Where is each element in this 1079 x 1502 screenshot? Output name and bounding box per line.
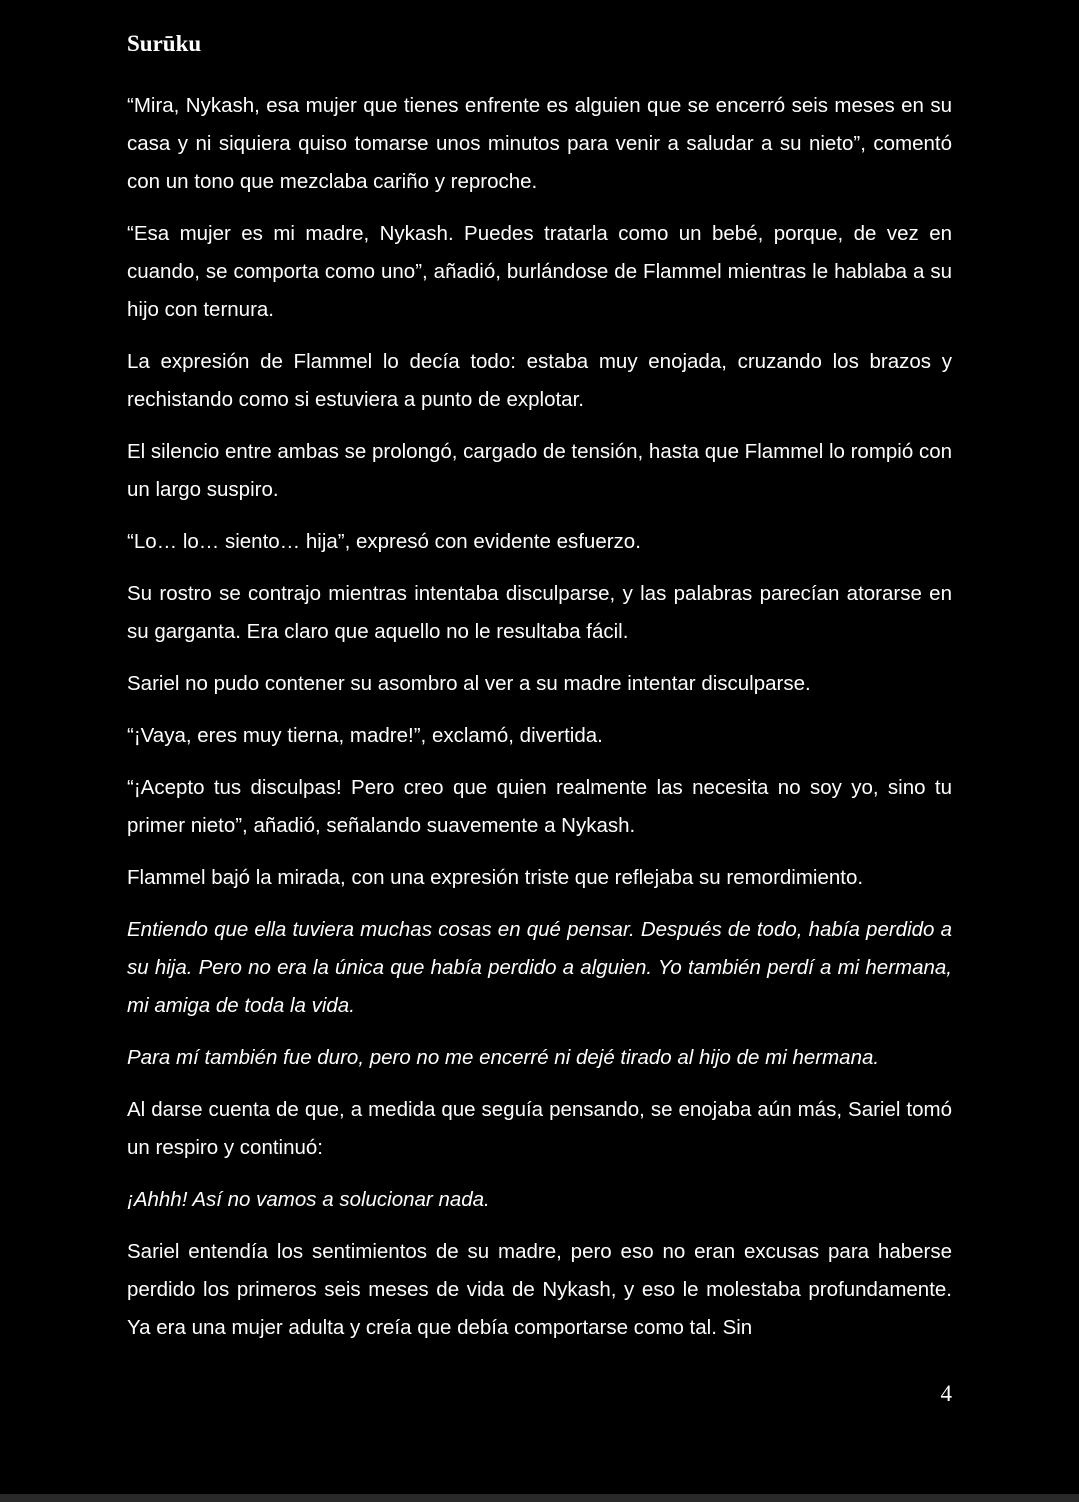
paragraph: “¡Acepto tus disculpas! Pero creo que quien realmente las necesita no soy yo, sino tu primer nieto”, añadió, señalando suavemente a Nykash. — [127, 776, 952, 837]
paragraph-italic: Entiendo que ella tuviera muchas cosas en qué pensar. Después de todo, había perdido a su hija. Pero no era la única que había perdido a alguien. Yo también perdí a mi hermana, mi amiga de toda la vida. — [127, 918, 952, 1017]
running-header-title: Surūku — [127, 31, 202, 56]
paragraph: Sariel entendía los sentimientos de su madre, pero eso no eran excusas para haberse perdido los primeros seis meses de vida de Nykash, y eso le molestaba profundamente. Ya era una mujer adulta y creía que debía comportarse como tal. Sin — [127, 1240, 952, 1339]
paragraph: Al darse cuenta de que, a medida que seguía pensando, se enojaba aún más, Sariel tomó un respiro y continuó: — [127, 1098, 952, 1159]
paragraph-italic: ¡Ahhh! Así no vamos a solucionar nada. — [127, 1188, 490, 1211]
paragraph: “Esa mujer es mi madre, Nykash. Puedes tratarla como un bebé, porque, de vez en cuando, se comporta como uno”, añadió, burlándose de Flammel mientras le hablaba a su hijo con ternura. — [127, 222, 952, 321]
paragraph-italic: Para mí también fue duro, pero no me encerré ni dejé tirado al hijo de mi hermana. — [127, 1046, 880, 1069]
body-text — [127, 87, 952, 1361]
paragraph: “¡Vaya, eres muy tierna, madre!”, exclamó, divertida. — [127, 724, 603, 747]
paragraph: El silencio entre ambas se prolongó, cargado de tensión, hasta que Flammel lo rompió con un largo suspiro. — [127, 440, 953, 501]
paragraph: “Mira, Nykash, esa mujer que tienes enfrente es alguien que se encerró seis meses en su casa y ni siquiera quiso tomarse unos minutos para venir a saludar a su nieto”, comentó con un tono que mezclaba cariño y reproche. — [127, 94, 952, 193]
page-bottom-edge — [0, 1494, 1079, 1502]
paragraph: Su rostro se contrajo mientras intentaba disculparse, y las palabras parecían atorarse en su garganta. Era claro que aquello no le resultaba fácil. — [127, 582, 952, 643]
paragraph: Flammel bajó la mirada, con una expresión triste que reflejaba su remordimiento. — [127, 866, 864, 889]
paragraph: “Lo… lo… siento… hija”, expresó con evidente esfuerzo. — [127, 530, 641, 553]
paragraph: La expresión de Flammel lo decía todo: estaba muy enojada, cruzando los brazos y rechistando como si estuviera a punto de explotar. — [127, 350, 952, 411]
paragraph: Sariel no pudo contener su asombro al ver a su madre intentar disculparse. — [127, 672, 811, 695]
page-number: 4 — [940, 1381, 952, 1406]
